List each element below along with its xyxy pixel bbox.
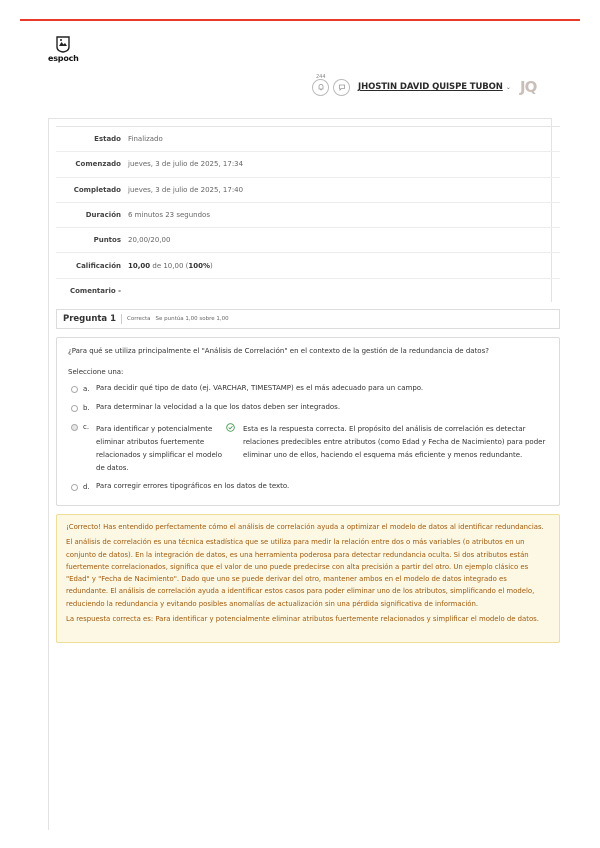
notification-count: 244 — [316, 73, 326, 80]
summary-row-puntos: Puntos 20,00/20,00 — [56, 227, 560, 252]
accent-bar — [20, 19, 580, 21]
site-logo[interactable] — [48, 36, 78, 63]
messages-button[interactable] — [333, 79, 350, 96]
attempt-summary — [56, 126, 560, 303]
answer-option-d[interactable]: d. Para corregir errores tipográficos en los datos de texto. — [71, 483, 289, 493]
question-header — [56, 309, 560, 329]
option-feedback: Esta es la respuesta correcta. El propósito del análisis de correlación es detectar relaciones predecibles entre atributos (como Edad y Fecha de Nacimiento) para poder eliminar uno de ellos, haciendo el esquema más eficiente y menos redundante. — [243, 425, 546, 459]
espoch-logo-icon — [55, 36, 71, 53]
answer-option-b[interactable]: b. Para determinar la velocidad a la que los datos deben ser integrados. — [71, 404, 340, 414]
radio-button[interactable] — [71, 484, 78, 491]
chat-icon — [338, 83, 346, 91]
summary-row-duracion: Duración 6 minutos 23 segundos — [56, 202, 560, 227]
answer-option-a[interactable]: a. Para decidir qué tipo de dato (ej. VARCHAR, TIMESTAMP) es el más adecuado para un campo. — [71, 385, 423, 395]
user-menu-toggle[interactable]: JHOSTIN DAVID QUISPE TUBON — [358, 82, 503, 92]
summary-row-estado: Estado Finalizado — [56, 126, 560, 151]
radio-button[interactable] — [71, 386, 78, 393]
feedback-explanation: El análisis de correlación es una técnica estadística que se utiliza para medir la relación entre dos o más variables (o atributos en un conjunto de datos). En la integración de datos, es una herramienta poderosa para detectar redundancia oculta. Si dos atributos están fuertemente correlacionados, significa que el valor de uno puede predecirse con alta precisión a partir del otro. Un ejemplo clásico es "Edad" y "Fecha de Nacimiento". Dado que uno se puede derivar del otro, mantener ambos en el modelo de datos integrado es redundante. El análisis de correlación ayuda a identificar estos casos para poder eliminar uno de los atributos, simplificando el modelo, reduciendo la redundancia y evitando posibles anomalías de actualización sin una pérdida significativa de información. — [66, 538, 535, 608]
radio-button[interactable] — [71, 405, 78, 412]
chevron-down-icon[interactable]: ⌄ — [505, 83, 511, 91]
question-state: Correcta — [127, 316, 151, 322]
grade-value: 10,00 de 10,00 (100%) — [128, 261, 213, 270]
summary-row-comenzado: Comenzado jueves, 3 de julio de 2025, 17:34 — [56, 151, 560, 176]
check-circle-icon — [226, 423, 235, 432]
feedback-intro: ¡Correcto! Has entendido perfectamente cómo el análisis de correlación ayuda a optimizar el modelo de datos al identificar redundancias. — [66, 523, 544, 531]
summary-row-calificacion: Calificación 10,00 de 10,00 (100%) — [56, 252, 560, 277]
question-text: ¿Para qué se utiliza principalmente el "Análisis de Correlación" en el contexto de la gestión de la redundancia de datos? — [68, 347, 489, 355]
bell-icon — [317, 83, 325, 91]
answer-option-c[interactable]: c. — [71, 423, 96, 431]
question-number: Pregunta 1 — [63, 314, 117, 324]
avatar[interactable]: JQ — [520, 78, 537, 96]
answer-option-c-text: Para identificar y potencialmente eliminar atributos fuertemente relacionados y simplificar el modelo de datos. — [96, 425, 222, 472]
notifications-button[interactable] — [312, 73, 329, 96]
summary-row-completado: Completado jueves, 3 de julio de 2025, 17:40 — [56, 177, 560, 202]
user-navigation — [312, 73, 511, 96]
correct-answer: La respuesta correcta es: Para identificar y potencialmente eliminar atributos fuertemente relacionados y simplificar el modelo de datos. — [66, 615, 539, 624]
divider — [121, 314, 122, 324]
general-feedback — [56, 514, 560, 643]
radio-button-selected[interactable] — [71, 424, 78, 431]
question-grade: Se puntúa 1,00 sobre 1,00 — [155, 316, 229, 322]
logo-text: espoch — [48, 54, 79, 63]
question-prompt: Seleccione una: — [68, 368, 124, 376]
summary-row-comentario: Comentario - — [56, 278, 560, 303]
question-content — [56, 337, 560, 506]
